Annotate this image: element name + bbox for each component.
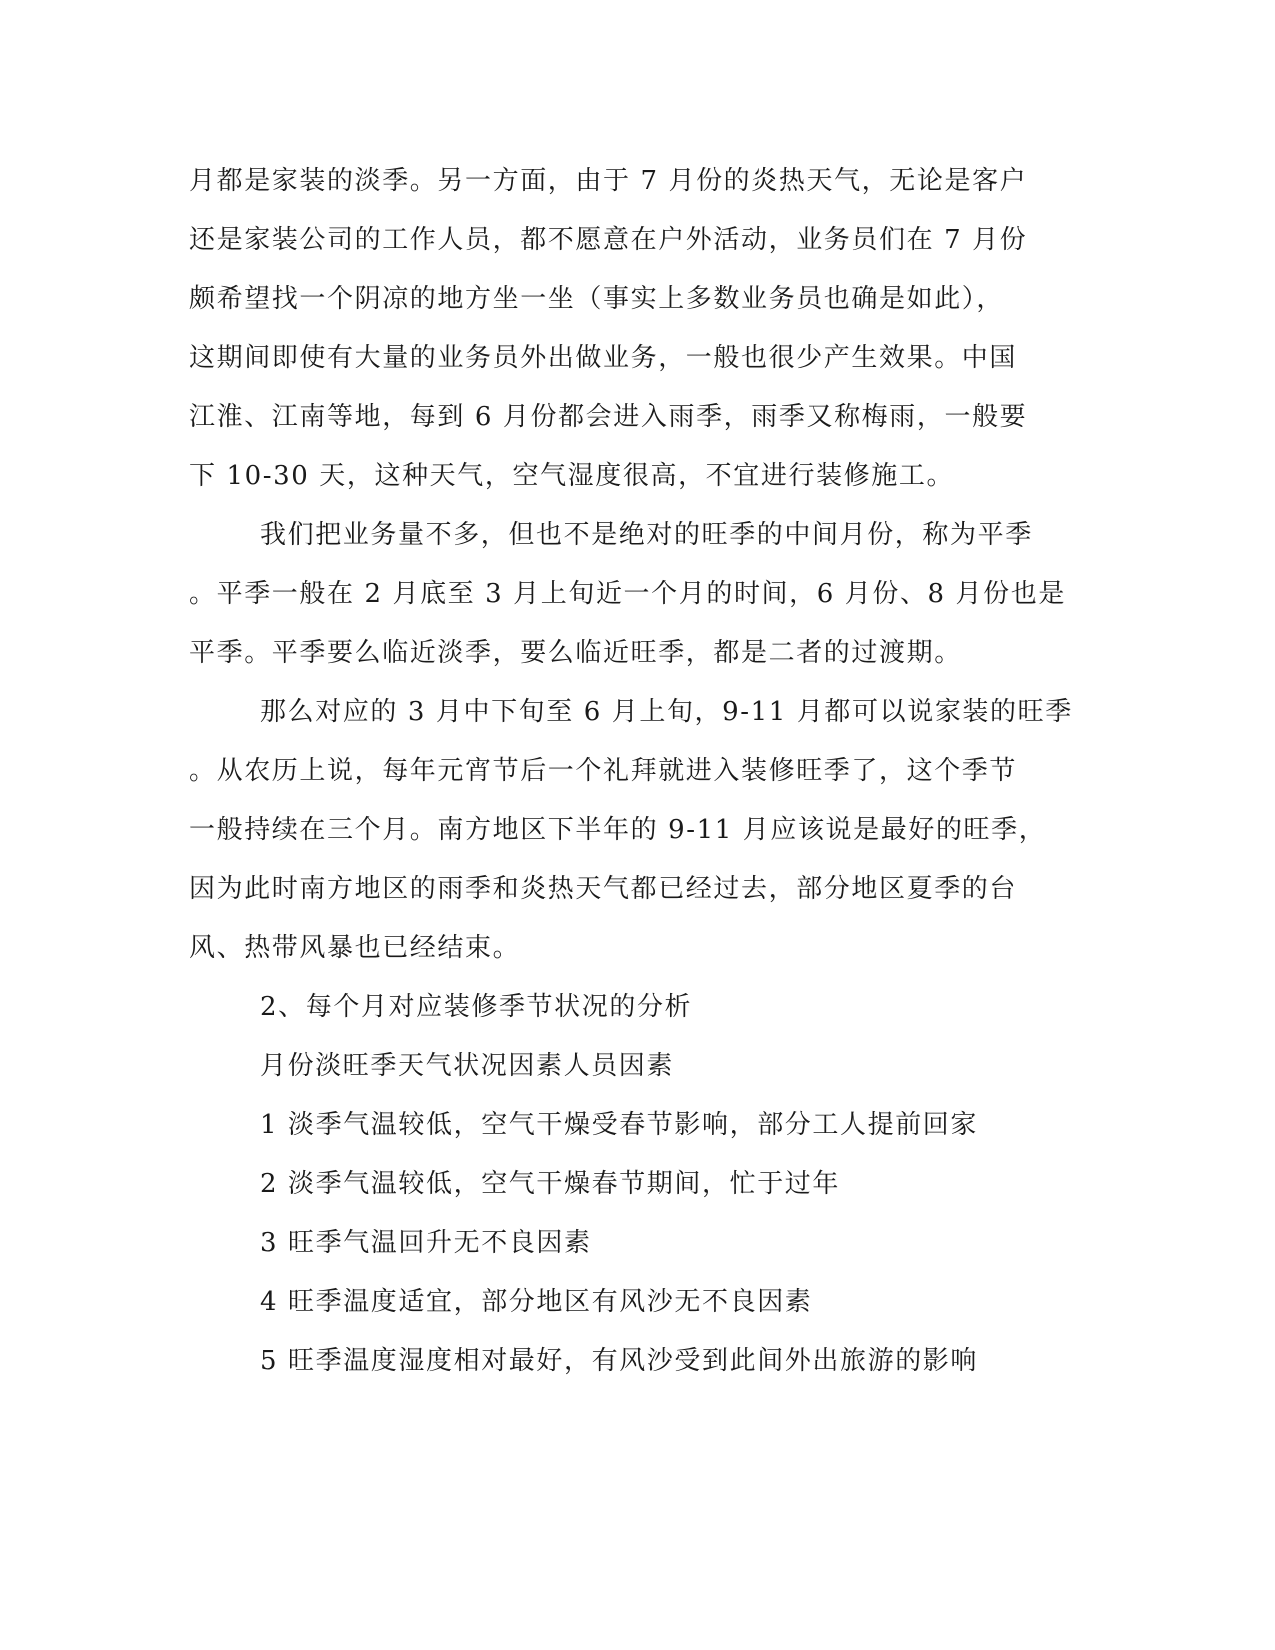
paragraph-1-line-6: 下 10-30 天，这种天气，空气湿度很高，不宜进行装修施工。: [189, 461, 955, 491]
paragraph-3-line-4: 因为此时南方地区的雨季和炎热天气都已经过去，部分地区夏季的台: [189, 874, 1018, 904]
table-row: 1 淡季气温较低，空气干燥受春节影响，部分工人提前回家: [260, 1110, 979, 1140]
paragraph-1-line-2: 还是家装公司的工作人员，都不愿意在户外活动，业务员们在 7 月份: [189, 225, 1028, 255]
paragraph-2-line-3: 平季。平季要么临近淡季，要么临近旺季，都是二者的过渡期。: [189, 638, 962, 668]
paragraph-3-line-3: 一般持续在三个月。南方地区下半年的 9-11 月应该说是最好的旺季，: [189, 815, 1047, 845]
paragraph-1-line-1: 月都是家装的淡季。另一方面，由于 7 月份的炎热天气，无论是客户: [189, 166, 1028, 196]
paragraph-3-line-1: 那么对应的 3 月中下旬至 6 月上旬，9-11 月都可以说家装的旺季: [260, 697, 1073, 727]
section-heading: 2、每个月对应装修季节状况的分析: [260, 992, 693, 1022]
table-row: 3 旺季气温回升无不良因素: [260, 1228, 592, 1258]
table-header: 月份淡旺季天气状况因素人员因素: [260, 1051, 675, 1081]
table-row: 4 旺季温度适宜，部分地区有风沙无不良因素: [260, 1287, 813, 1317]
paragraph-3-line-2: 。从农历上说，每年元宵节后一个礼拜就进入装修旺季了，这个季节: [189, 756, 1018, 786]
paragraph-3-line-5: 风、热带风暴也已经结束。: [189, 933, 521, 963]
table-row: 5 旺季温度湿度相对最好，有风沙受到此间外出旅游的影响: [260, 1346, 979, 1376]
paragraph-2-line-2: 。平季一般在 2 月底至 3 月上旬近一个月的时间，6 月份、8 月份也是: [189, 579, 1066, 609]
paragraph-1-line-4: 这期间即使有大量的业务员外出做业务，一般也很少产生效果。中国: [189, 343, 1018, 373]
table-row: 2 淡季气温较低，空气干燥春节期间，忙于过年: [260, 1169, 841, 1199]
paragraph-2-line-1: 我们把业务量不多，但也不是绝对的旺季的中间月份，称为平季: [260, 520, 1033, 550]
paragraph-1-line-5: 江淮、江南等地，每到 6 月份都会进入雨季，雨季又称梅雨，一般要: [189, 402, 1028, 432]
paragraph-1-line-3: 颇希望找一个阴凉的地方坐一坐（事实上多数业务员也确是如此），: [189, 284, 1005, 314]
